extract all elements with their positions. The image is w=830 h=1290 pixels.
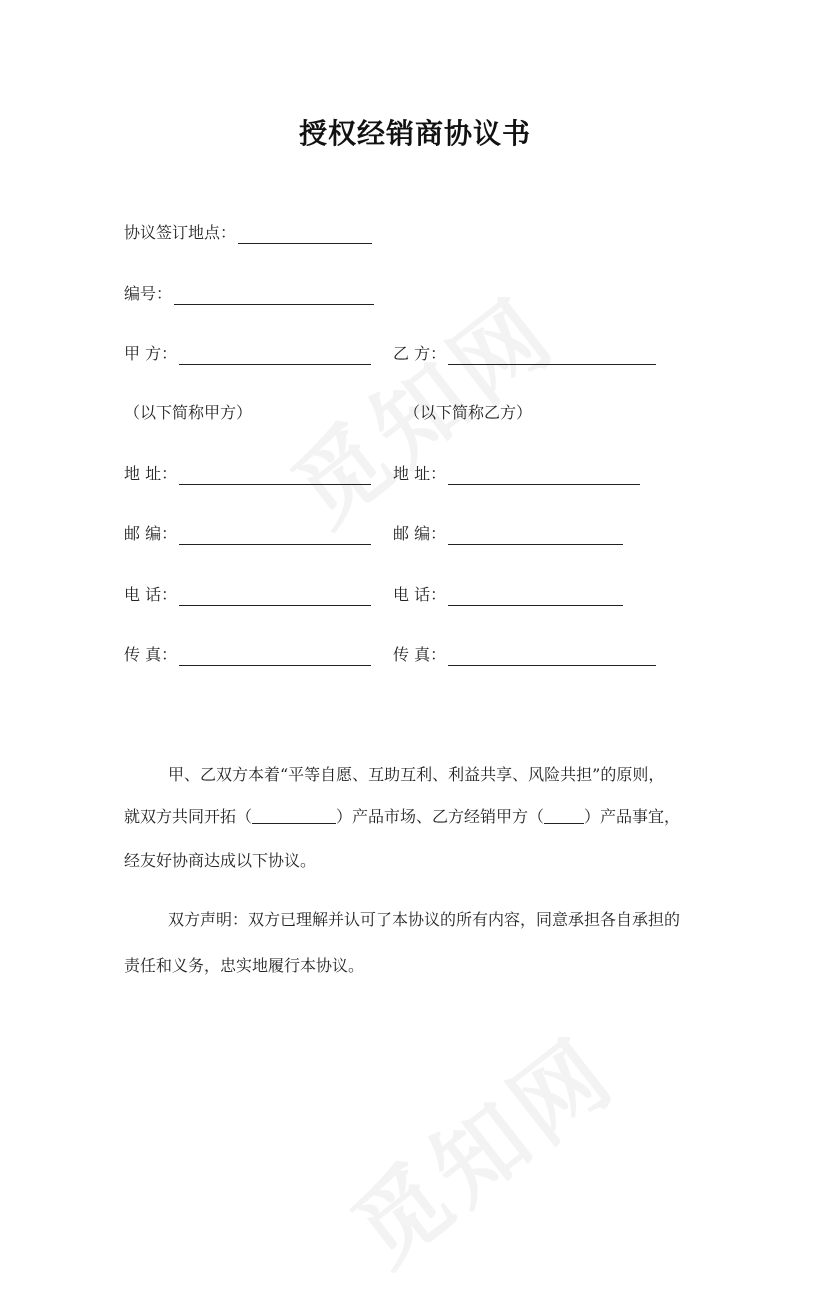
paragraph-line-2	[124, 806, 680, 828]
a-address-input-line[interactable]	[179, 466, 371, 485]
signing-place-field[interactable]	[124, 222, 372, 244]
b-phone-field[interactable]	[393, 584, 623, 606]
distribution-product-blank[interactable]	[544, 807, 584, 824]
b-address-input-line[interactable]	[448, 466, 640, 485]
party-b-input-line[interactable]	[448, 346, 656, 365]
a-fax-field[interactable]	[124, 644, 371, 666]
paragraph-line-3-text: 经友好协商达成以下协议。	[124, 851, 317, 870]
document-title: 授权经销商协议书	[298, 117, 531, 150]
b-postcode-input-line[interactable]	[448, 526, 623, 545]
serial-number-label: 编号：	[124, 284, 173, 303]
party-b-note: （以下简称乙方）	[404, 403, 533, 422]
party-a-input-line[interactable]	[179, 346, 371, 365]
signing-place-label: 协议签订地点：	[124, 223, 237, 242]
a-postcode-field[interactable]	[124, 523, 371, 545]
declaration-line-2-text: 责任和义务，忠实地履行本协议。	[124, 956, 365, 975]
party-a-field[interactable]	[124, 343, 371, 365]
a-address-field[interactable]	[124, 463, 371, 485]
a-phone-field[interactable]	[124, 584, 371, 606]
b-fax-input-line[interactable]	[448, 647, 656, 666]
paragraph-line-3	[124, 850, 316, 872]
declaration-paragraph	[124, 909, 714, 979]
a-address-label: 地 址：	[124, 464, 178, 483]
party-b-field[interactable]	[393, 343, 656, 365]
paragraph-line-1-text: 甲、乙双方本着“平等自愿、互助互利、利益共享、风险共担”的原则，	[168, 765, 665, 784]
b-postcode-field[interactable]	[393, 523, 623, 545]
paragraph-line-2-part-c: ）产品事宜，	[584, 807, 681, 826]
declaration-line-1-text: 双方声明：双方已理解并认可了本协议的所有内容，同意承担各自承担的	[168, 910, 681, 929]
signing-place-input-line[interactable]	[238, 225, 372, 244]
b-address-label: 地 址：	[393, 464, 447, 483]
paragraph-line-1	[168, 764, 664, 786]
b-fax-label: 传 真：	[393, 645, 447, 664]
b-phone-label: 电 话：	[393, 585, 447, 604]
b-fax-field[interactable]	[393, 644, 656, 666]
declaration-line-2	[124, 955, 364, 977]
serial-number-field[interactable]	[124, 283, 374, 305]
a-fax-input-line[interactable]	[179, 647, 371, 666]
paragraph-line-2-part-b: ）产品市场、乙方经销甲方（	[336, 807, 545, 826]
a-postcode-input-line[interactable]	[179, 526, 371, 545]
party-b-label: 乙 方：	[393, 344, 447, 363]
party-a-note: （以下简称甲方）	[124, 403, 253, 422]
a-postcode-label: 邮 编：	[124, 524, 178, 543]
party-a-label: 甲 方：	[124, 344, 178, 363]
a-phone-label: 电 话：	[124, 585, 178, 604]
paragraph-line-2-part-a: 就双方共同开拓（	[124, 807, 253, 826]
agreement-paragraph	[124, 764, 714, 884]
watermark-bottom	[321, 1002, 639, 1290]
market-product-blank[interactable]	[252, 807, 336, 824]
b-postcode-label: 邮 编：	[393, 524, 447, 543]
b-phone-input-line[interactable]	[448, 587, 623, 606]
serial-number-input-line[interactable]	[174, 286, 374, 305]
a-phone-input-line[interactable]	[179, 587, 371, 606]
declaration-line-1	[168, 909, 680, 931]
a-fax-label: 传 真：	[124, 645, 178, 664]
b-address-field[interactable]	[393, 463, 640, 485]
